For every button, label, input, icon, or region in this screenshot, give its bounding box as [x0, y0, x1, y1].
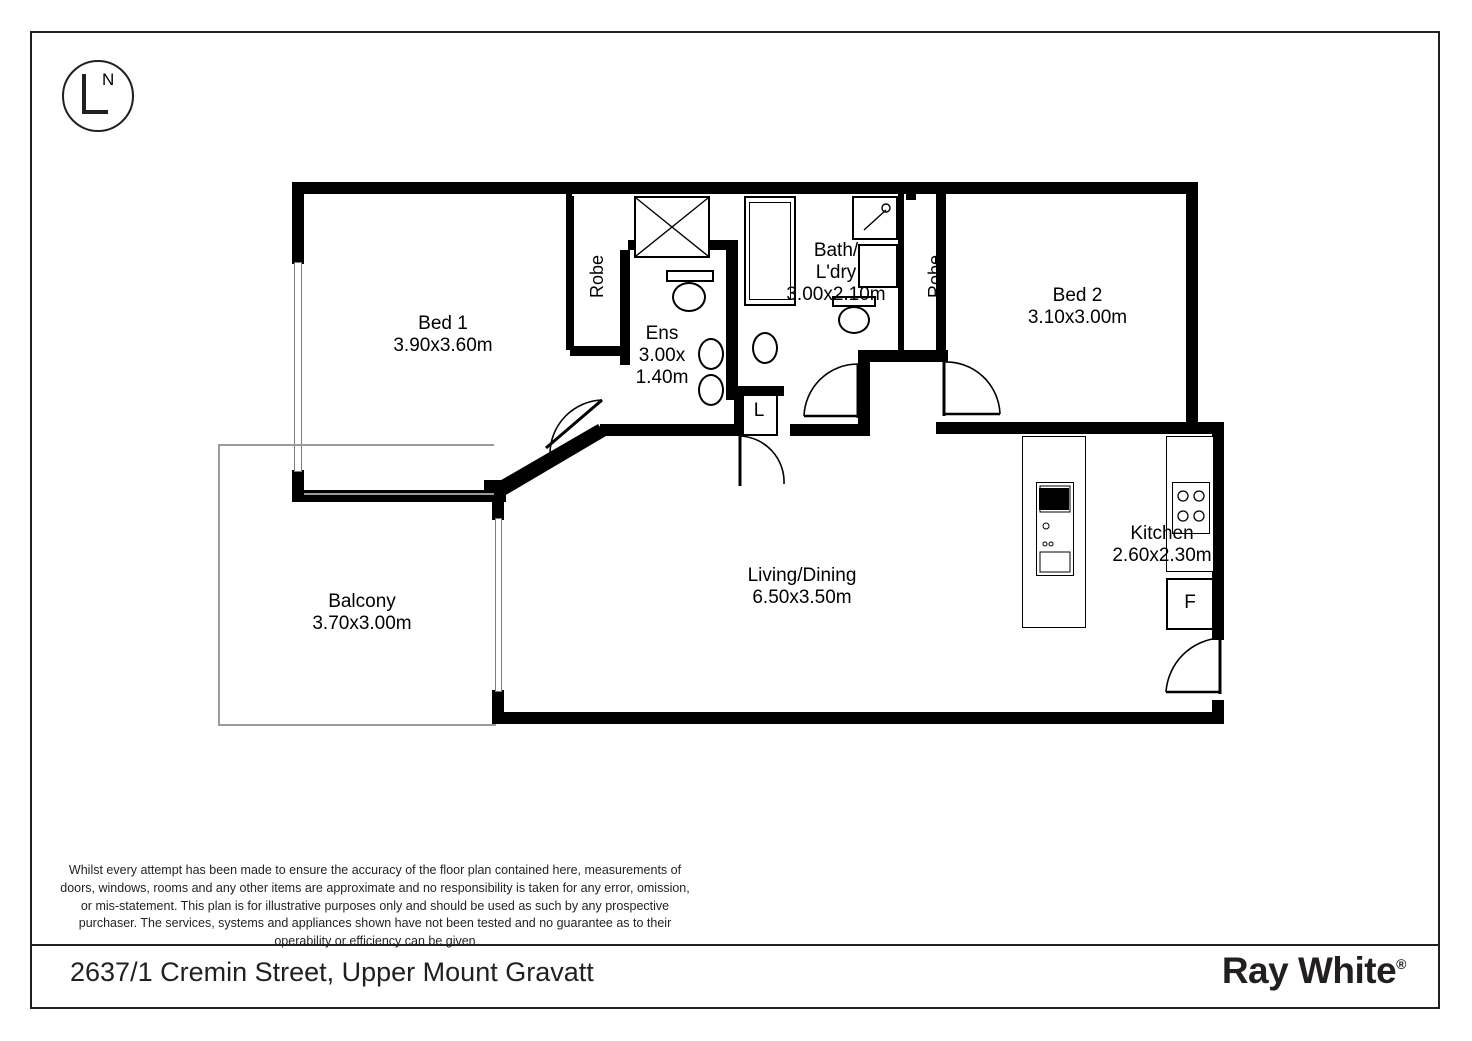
door-bath: [798, 362, 864, 424]
wall-living-bottom: [492, 712, 1224, 724]
door-ens: [738, 434, 798, 496]
bed2-name: Bed 2: [1052, 285, 1103, 306]
ens-dims-1: 3.00x: [638, 344, 686, 366]
wall-bed1-bottom: [292, 490, 492, 502]
bed1-name: Bed 1: [418, 313, 468, 334]
ens-dims-2: 1.40m: [635, 366, 689, 388]
room-label-bath: [760, 240, 912, 306]
agency-name: Ray White: [1221, 950, 1397, 991]
disclaimer-text: Whilst every attempt has been made to ensure the accuracy of the floor plan contained here, measurements of doors, windows, rooms and any other items are approximate and no responsibility is taken for any error, omission, or mis-statement. This plan is for illustrative purposes only and should be used as such by any prospective purchaser. The services, systems and appliances shown have not been tested and no guarantee as to their operability or efficiency can be given: [60, 863, 690, 948]
wall-hall-top: [600, 424, 740, 436]
bed2-dims: 3.10x3.00m: [1027, 306, 1128, 328]
balcony-outline-left: [218, 444, 220, 726]
room-label-balcony: [262, 591, 462, 635]
sliding-door-balcony: [495, 518, 502, 692]
kitchen-name: Kitchen: [1130, 523, 1194, 544]
kitchen-dims: 2.60x2.30m: [1112, 544, 1212, 566]
bed1-dims: 3.90x3.60m: [393, 334, 493, 356]
door-bed1: [540, 392, 606, 472]
toilet-bath-bowl: [838, 306, 870, 334]
fridge-label: F: [1184, 592, 1196, 613]
wall-bed2-right: [1186, 182, 1198, 430]
basin-ens-3: [752, 332, 778, 364]
property-address: 2637/1 Cremin Street, Upper Mount Gravatt: [70, 957, 594, 987]
room-label-living: [700, 565, 904, 609]
bath-name-1: Bath/: [813, 240, 859, 261]
toilet-ens-bowl: [672, 282, 706, 312]
robe2-label: Robe: [925, 254, 945, 298]
wall-living-left-lower: [492, 690, 504, 724]
shower-cross: [634, 196, 710, 258]
window-bed1: [294, 262, 302, 472]
agency-logo: [1222, 950, 1406, 992]
toilet-ens-cistern: [666, 270, 714, 282]
bath-name-2: L'dry: [815, 261, 857, 283]
wall-ens-right: [726, 240, 738, 400]
room-label-bed2: [975, 285, 1180, 329]
balcony-dims: 3.70x3.00m: [312, 612, 412, 634]
room-label-ens: [608, 323, 716, 389]
balcony-outline-bottom: [218, 724, 496, 726]
wall-bed1-left-upper: [292, 182, 304, 264]
wall-bed2-bottom: [936, 422, 1224, 434]
wall-bath-right: [906, 182, 916, 200]
linen-label: L: [753, 400, 765, 421]
robe1-line: [572, 196, 574, 348]
wall-linen-top: [734, 386, 784, 396]
room-label-kitchen: [1072, 523, 1252, 567]
bath-dims: 3.00x2.10m: [786, 283, 886, 305]
living-dims: 6.50x3.50m: [752, 586, 852, 608]
door-entry: [1160, 636, 1230, 702]
balcony-name: Balcony: [328, 591, 396, 612]
door-bed2: [942, 360, 1008, 422]
wall-top: [292, 182, 1198, 194]
robe1-label: Robe: [587, 254, 607, 298]
registered-mark: ®: [1396, 956, 1406, 972]
wall-living-left: [492, 480, 504, 520]
living-name: Living/Dining: [747, 565, 857, 586]
balcony-outline-top: [218, 444, 494, 446]
room-label-bed1: [348, 313, 538, 357]
kitchen-sink-detail-icon: [1036, 482, 1074, 576]
balcony-rail-top: [304, 493, 494, 495]
laundry-taps-icon: [856, 198, 900, 240]
compass-north-label: N: [102, 70, 115, 89]
wall-bath-bottom: [858, 350, 948, 362]
ens-name: Ens: [645, 323, 679, 344]
